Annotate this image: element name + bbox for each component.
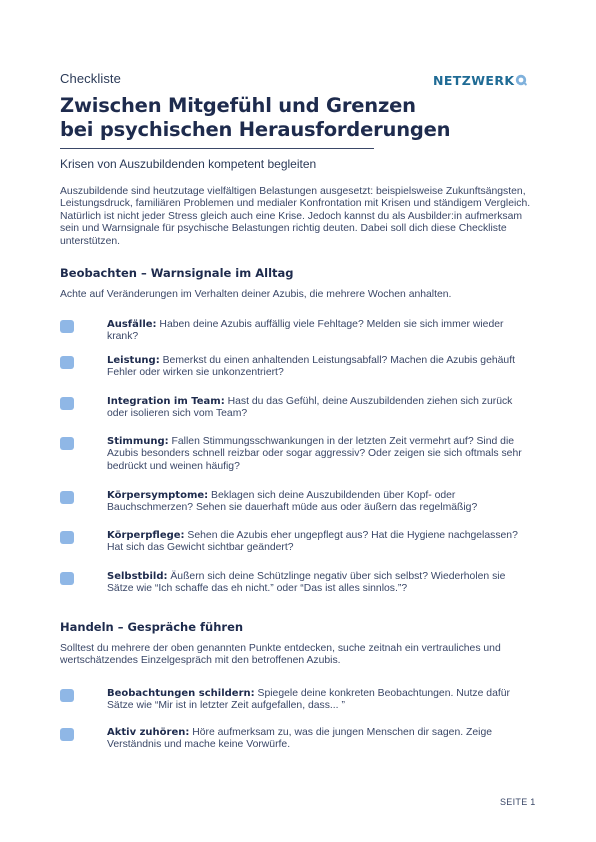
checklist-item-label: Integration im Team: (107, 396, 225, 407)
checklist-item-label: Körpersymptome: (107, 490, 209, 501)
checklist-item-text (107, 436, 532, 473)
page-number: SEITE 1 (500, 797, 536, 807)
checklist-item-text (107, 355, 532, 380)
checklist-item-description: Sehen die Azubis eher ungepflegt aus? Hat die Hygiene nachgelassen? Hat sich das Gewicht sichtbar geändert? (107, 530, 518, 554)
logo-text: NETZWERK (433, 73, 515, 88)
checkbox[interactable] (60, 397, 74, 410)
checklist-item-label: Selbstbild: (107, 571, 168, 582)
magnifier-q-icon (515, 74, 528, 87)
section-heading-act: Handeln – Gespräche führen (60, 620, 244, 634)
checkbox[interactable] (60, 491, 74, 504)
checklist-item-selbstbild[interactable] (60, 571, 540, 611)
document-kicker: Checkliste (60, 71, 121, 86)
checklist-item-koerperpflege[interactable] (60, 530, 540, 570)
checklist-item-text (107, 530, 532, 555)
section-text-act: Solltest du mehrere der oben genannten Punkte entdecken, suche zeitnah ein vertrauliches und wertschätzendes Einzelgespräch mit den betroffenen Azubis. (60, 643, 501, 667)
page-subtitle: Krisen von Auszubildenden kompetent begleiten (60, 157, 317, 171)
checklist-item-label: Stimmung: (107, 436, 169, 447)
checklist-item-description: Bemerkst du einen anhaltenden Leistungsabfall? Machen die Azubis gehäuft Fehler oder wirken sie unkonzentriert? (107, 355, 515, 379)
checklist-item-text (107, 490, 532, 515)
checkbox[interactable] (60, 356, 74, 369)
checklist-item-stimmung[interactable] (60, 436, 540, 476)
title-line-2: bei psychischen Herausforderungen (60, 118, 451, 141)
checklist-item-description: Haben deine Azubis auffällig viele Fehltage? Melden sie sich immer wieder krank? (107, 319, 504, 343)
checklist-item-description: Hast du das Gefühl, deine Auszubildenden ziehen sich zurück oder isolieren sich vom Team? (107, 396, 513, 420)
title-line-1: Zwischen Mitgefühl und Grenzen (60, 94, 416, 117)
checkbox[interactable] (60, 437, 74, 450)
checklist-item-label: Aktiv zuhören: (107, 727, 190, 738)
checkbox[interactable] (60, 320, 74, 333)
checklist-item-koerpersymptome[interactable] (60, 490, 540, 530)
checklist-item-text (107, 688, 532, 713)
checklist-item-description: Höre aufmerksam zu, was die jungen Menschen dir sagen. Zeige Verständnis und mache keine Vorwürfe. (107, 727, 492, 751)
netzwerk-logo (433, 73, 528, 88)
checklist-item-label: Körperpflege: (107, 530, 185, 541)
checklist-item-description: Äußern sich deine Schützlinge negativ über sich selbst? Wiederholen sie Sätze wie “Ich schaffe das eh nicht.” oder “Das ist alles sinnlos.”? (107, 571, 506, 595)
section-heading-observe: Beobachten – Warnsignale im Alltag (60, 266, 294, 280)
checkbox[interactable] (60, 531, 74, 544)
checklist-item-aktiv-zuhoeren[interactable] (60, 727, 540, 767)
checklist-item-label: Ausfälle: (107, 319, 157, 330)
checklist-item-text (107, 571, 532, 596)
checklist-item-label: Beobachtungen schildern: (107, 688, 255, 699)
title-divider (60, 148, 374, 149)
checkbox[interactable] (60, 572, 74, 585)
checklist-item-label: Leistung: (107, 355, 160, 366)
checklist-item-description: Fallen Stimmungsschwankungen in der letzten Zeit vermehrt auf? Sind die Azubis besonders schnell reizbar oder sogar aggressiv? Oder zeigen sie sich oftmals sehr bedrückt und weinen häufig? (107, 436, 522, 472)
checkbox[interactable] (60, 689, 74, 702)
checklist-item-description: Spiegele deine konkreten Beobachtungen. Nutze dafür Sätze wie “Mir ist in letzter Zeit aufgefallen, dass... ” (107, 688, 510, 712)
checklist-item-ausfaelle[interactable] (60, 319, 540, 359)
page-title (60, 94, 540, 142)
checkbox[interactable] (60, 728, 74, 741)
checklist-item-text (107, 319, 532, 344)
checklist-item-leistung[interactable] (60, 355, 540, 395)
section-text-observe: Achte auf Veränderungen im Verhalten deiner Azubis, die mehrere Wochen anhalten. (60, 289, 452, 300)
intro-paragraph: Auszubildende sind heutzutage vielfältigen Belastungen ausgesetzt: beispielsweise Zukunftsängsten, Leistungsdruck, familiären Problemen und medialer Konfrontation mit Krisen und ständigem Vergleich. Natürlich ist nicht jeder Stress gleich auch eine Krise. Jedoch kannst du als Ausbilder:in aufmerksam sein und Warnsignale für psychische Belastungen richtig deuten. Dabei soll dich diese Checkliste unterstützen. (60, 186, 531, 247)
checklist-item-description: Beklagen sich deine Auszubildenden über Kopf- oder Bauchschmerzen? Sehen sie dauerhaft müde aus oder äußern das regelmäßig? (107, 490, 478, 514)
checklist-item-text (107, 727, 532, 752)
checklist-item-integration[interactable] (60, 396, 540, 436)
checklist-item-text (107, 396, 532, 421)
checklist-item-beobachtungen[interactable] (60, 688, 540, 728)
